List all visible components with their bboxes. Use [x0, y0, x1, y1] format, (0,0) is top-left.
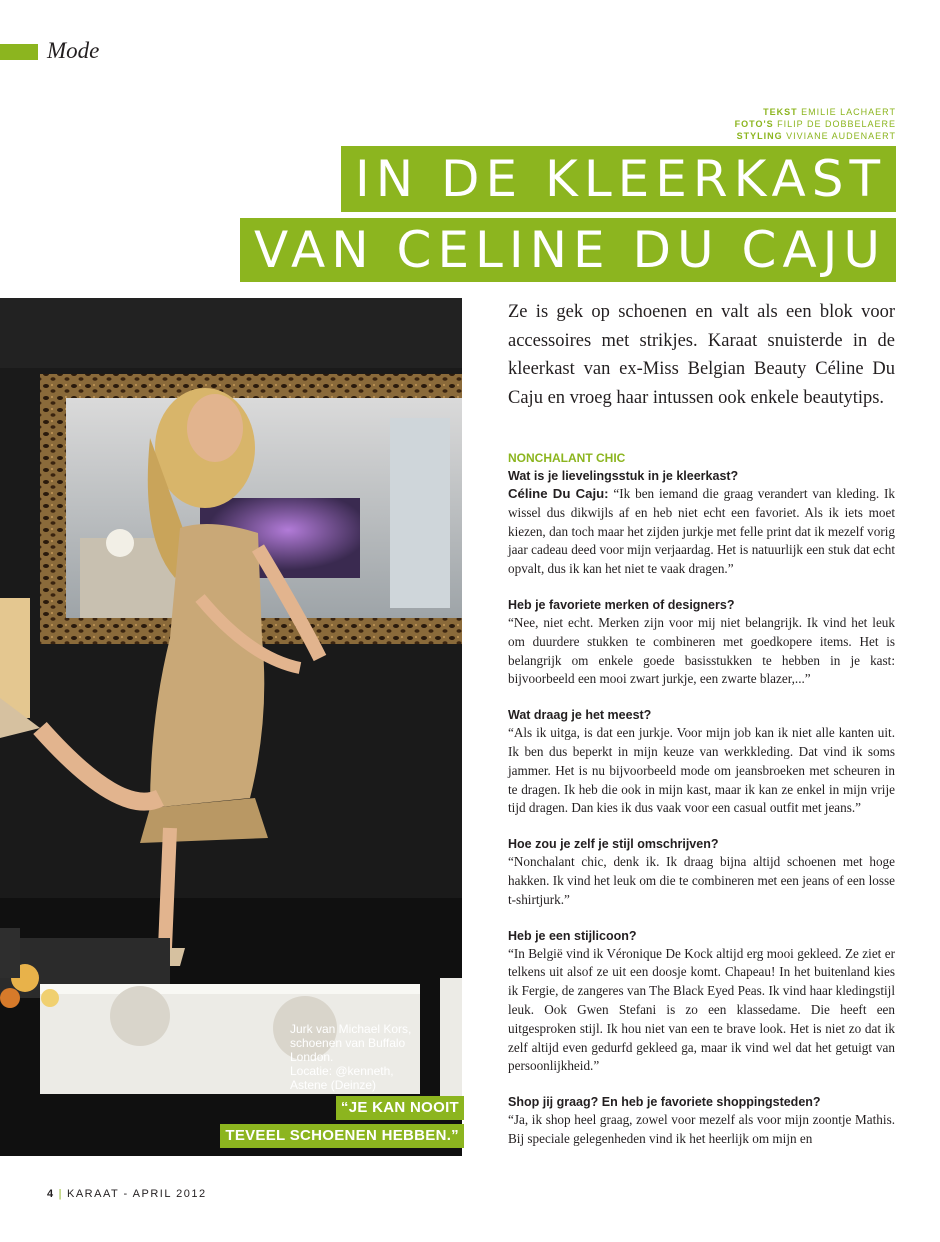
- credit-text: [735, 106, 896, 118]
- answer: “Nee, niet echt. Merken zijn voor mij niet belangrijk. Ik vind het leuk om duurdere stukken te combineren met goedkopere items. Het is belangrijk om enkele goede basisstukken te hebben in je kast: bijvoorbeeld een mooi zwart jurkje, een zwarte blazer,...”: [508, 614, 895, 687]
- credit-name: EMILIE LACHAERT: [801, 107, 896, 117]
- speaker-name: Céline Du Caju:: [508, 486, 609, 501]
- question: Wat is je lievelingsstuk in je kleerkast?: [508, 469, 739, 483]
- caption-line: Locatie: @kenneth,: [290, 1064, 394, 1078]
- credit-role: TEKST: [763, 107, 798, 117]
- answer: “Nonchalant chic, denk ik. Ik draag bijna altijd schoenen met hoge hakken. Ik vind het leuk om die te combineren met een jeans of een losse t-shirtjurk.”: [508, 854, 895, 907]
- headline-line-2: VAN CELINE DU CAJU: [240, 218, 896, 282]
- credit-role: FOTO'S: [734, 119, 774, 129]
- headline-line-1: IN DE KLEERKAST: [341, 146, 896, 212]
- article-body: [508, 450, 895, 1149]
- section-color-bar: [0, 44, 38, 60]
- photo-caption: [290, 1022, 450, 1092]
- caption-line: schoenen van Buffalo London.: [290, 1036, 406, 1064]
- credit-styling: [735, 130, 896, 142]
- question: Hoe zou je zelf je stijl omschrijven?: [508, 837, 719, 852]
- caption-line: Astene (Deinze): [290, 1078, 377, 1092]
- pull-quote-line-1: “JE KAN NOOIT: [336, 1096, 464, 1120]
- lead-paragraph: Ze is gek op schoenen en valt als een blok voor accessoires met strikjes. Karaat snuisterde in de kleerkast van ex-Miss Belgian Beauty Céline Du Caju en vroeg haar intussen ook enkele beautytips.: [508, 302, 895, 408]
- answer-text: “Ik ben iemand die graag verandert van kleding. Ik wissel dus dikwijls af en heb niet echt een favoriet. Als ik iets moet kiezen, dan toch maar het zijden jurkje met felle print dat ik mezelf vorig jaar cadeau deed voor mijn verjaardag. Het is natuurlijk een stuk dat echt opvalt, dus ik kan het niet te vaak dragen.”: [508, 486, 895, 577]
- credit-name: VIVIANE AUDENAERT: [786, 131, 896, 141]
- credits: [735, 106, 896, 142]
- question: Shop jij graag? En heb je favoriete shoppingsteden?: [508, 1095, 821, 1110]
- question: Heb je favoriete merken of designers?: [508, 597, 735, 612]
- feature-photo: [0, 298, 462, 1156]
- publication-name: KARAAT - APRIL 2012: [66, 1188, 207, 1200]
- answer: “In België vind ik Véronique De Kock altijd erg mooi gekleed. Ze ziet er telkens uit alsof ze uit een doosje komt. Chapeau! In het buitenland kies ik Fergie, de zangeres van The Black Eyed Peas. Ik vind haar kledingstijl leuk. Ook Gwen Stefani is zo een klassedame. Die heeft een uitgesproken stijl. Ik hou niet van een te brave look. Het is niet zo dat ik zelf altijd even gedurfd gekleed ga, maar ik vind wel dat het getuigt van persoonlijkheid.”: [508, 945, 895, 1074]
- question: Wat draag je het meest?: [508, 708, 652, 723]
- footer-separator: |: [58, 1188, 63, 1200]
- page-number: 4: [47, 1188, 55, 1200]
- credit-role: STYLING: [736, 131, 783, 141]
- pull-quote-line-2: TEVEEL SCHOENEN HEBBEN.”: [220, 1124, 464, 1148]
- subheading: NONCHALANT CHIC: [508, 451, 626, 465]
- credit-photos: [735, 118, 896, 130]
- credit-name: FILIP DE DOBBELAERE: [777, 119, 896, 129]
- answer: [508, 485, 895, 579]
- section-label: Mode: [47, 38, 100, 63]
- answer: “Ja, ik shop heel graag, zowel voor mezelf als voor mijn zoontje Mathis. Bij speciale gelegenheden vind ik het heerlijk om mijn en: [508, 1112, 895, 1146]
- answer: “Als ik uitga, is dat een jurkje. Voor mijn job kan ik niet alle kanten uit. Ik ben dus beperkt in mijn keuze van werkkleding. Dat vind ik soms jammer. Het is nu bijvoorbeeld mode om jeansbroeken met scheuren in te dragen. Ik heb die ook in mijn kast, maar ik kan ze enkel in mijn vrije tijd dragen. Dan kies ik dus vaak voor een casual outfit met jeans.”: [508, 725, 895, 816]
- caption-line: Jurk van Michael Kors,: [290, 1022, 412, 1036]
- page-footer: [47, 1188, 207, 1200]
- question: Heb je een stijlicoon?: [508, 928, 637, 943]
